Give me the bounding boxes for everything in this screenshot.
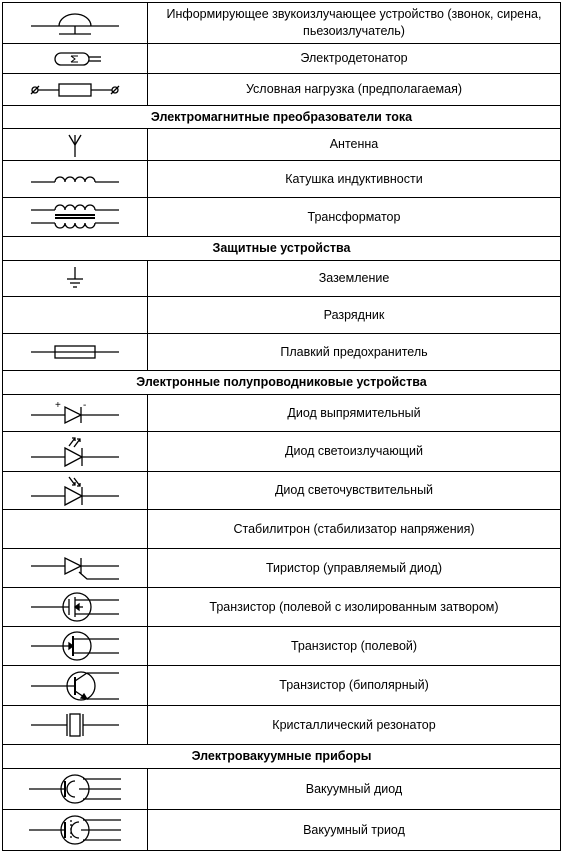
symbol-cell (3, 769, 148, 810)
symbol-cell (3, 161, 148, 198)
symbol-cell (3, 334, 148, 371)
description-cell: Трансформатор (148, 198, 561, 237)
table-row (3, 810, 561, 851)
description-cell: Диод светочувствительный (148, 472, 561, 510)
symbol-cell (3, 395, 148, 432)
table-row (3, 549, 561, 588)
description-cell: Электродетонатор (148, 44, 561, 74)
description-cell: Транзистор (полевой с изолированным затвором) (148, 588, 561, 627)
symbol-cell (3, 261, 148, 297)
table-row (3, 627, 561, 666)
table-row (3, 395, 561, 432)
symbol-cell (3, 472, 148, 510)
description-cell: Тиристор (управляемый диод) (148, 549, 561, 588)
description-cell: Плавкий предохранитель (148, 334, 561, 371)
symbols-table (2, 2, 561, 851)
inductor-symbol-icon (25, 168, 125, 190)
photodiode-symbol-icon (25, 474, 125, 508)
antenna-symbol-icon (25, 131, 125, 159)
symbol-cell (3, 44, 148, 74)
section-title: Защитные устройства (3, 237, 561, 261)
fuse-symbol-icon (25, 341, 125, 363)
table-row (3, 297, 561, 334)
symbol-cell (3, 297, 148, 334)
fet-symbol-icon (25, 629, 125, 663)
section-title: Электронные полупроводниковые устройства (3, 371, 561, 395)
symbol-cell (3, 432, 148, 472)
symbol-cell (3, 588, 148, 627)
description-cell: Катушка индуктивности (148, 161, 561, 198)
table-row (3, 334, 561, 371)
table-row (3, 769, 561, 810)
description-cell: Диод выпрямительный (148, 395, 561, 432)
symbol-cell (3, 74, 148, 106)
table-row (3, 432, 561, 472)
description-cell: Разрядник (148, 297, 561, 334)
section-header-row (3, 745, 561, 769)
plus-sign: + (55, 400, 61, 411)
description-cell: Диод светоизлучающий (148, 432, 561, 472)
table-row (3, 3, 561, 44)
symbol-cell (3, 666, 148, 706)
vacuum-diode-symbol-icon (25, 771, 125, 807)
vacuum-triode-symbol-icon (25, 812, 125, 848)
symbol-cell (3, 627, 148, 666)
section-header-row (3, 371, 561, 395)
description-cell: Транзистор (полевой) (148, 627, 561, 666)
rectifier-diode-symbol-icon (25, 399, 125, 427)
table-row (3, 588, 561, 627)
table-row (3, 198, 561, 237)
transformer-symbol-icon (25, 201, 125, 233)
description-cell: Информирующее звукоизлучающее устройство (звонок, сирена, пьезоизлучатель) (148, 3, 561, 44)
description-cell: Антенна (148, 129, 561, 161)
description-cell: Условная нагрузка (предполагаемая) (148, 74, 561, 106)
thyristor-symbol-icon (25, 553, 125, 583)
description-cell: Вакуумный диод (148, 769, 561, 810)
symbol-cell (3, 3, 148, 44)
led-symbol-icon (25, 435, 125, 469)
electric-detonator-symbol-icon (25, 48, 125, 70)
symbol-cell (3, 810, 148, 851)
table-row (3, 510, 561, 549)
bipolar-transistor-symbol-icon (25, 669, 125, 703)
description-cell: Кристаллический резонатор (148, 706, 561, 745)
symbol-cell (3, 510, 148, 549)
description-cell: Транзистор (биполярный) (148, 666, 561, 706)
section-title: Электромагнитные преобразователи тока (3, 106, 561, 129)
table-row (3, 44, 561, 74)
bell-symbol-icon (25, 8, 125, 38)
crystal-resonator-symbol-icon (25, 708, 125, 742)
table-row (3, 706, 561, 745)
load-symbol-icon (25, 79, 125, 101)
symbol-cell (3, 198, 148, 237)
ground-symbol-icon (25, 264, 125, 294)
table-row (3, 74, 561, 106)
table-row (3, 161, 561, 198)
section-header-row (3, 106, 561, 129)
table-row (3, 472, 561, 510)
description-cell: Заземление (148, 261, 561, 297)
table-row (3, 261, 561, 297)
symbol-cell (3, 129, 148, 161)
description-cell: Вакуумный триод (148, 810, 561, 851)
section-header-row (3, 237, 561, 261)
symbol-cell (3, 549, 148, 588)
symbol-cell (3, 706, 148, 745)
table-row (3, 129, 561, 161)
section-title: Электровакуумные приборы (3, 745, 561, 769)
minus-sign: - (83, 400, 87, 411)
description-cell: Стабилитрон (стабилизатор напряжения) (148, 510, 561, 549)
table-row (3, 666, 561, 706)
mosfet-symbol-icon (25, 590, 125, 624)
